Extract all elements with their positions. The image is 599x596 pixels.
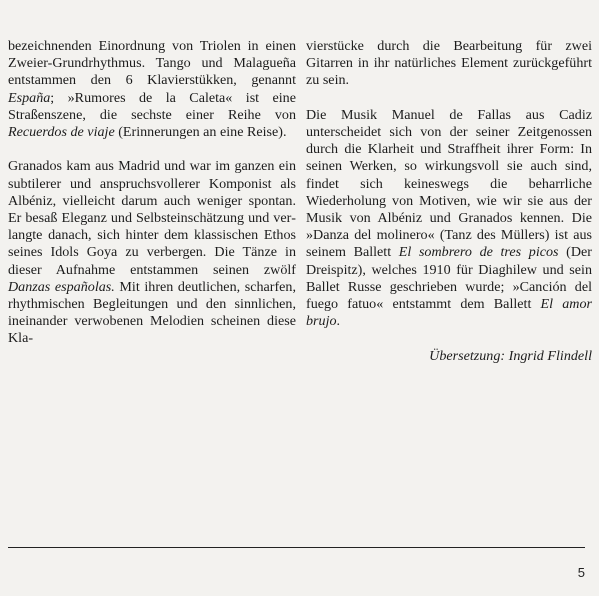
- paragraph-falla: [306, 107, 592, 331]
- translator-credit: Übersetzung: Ingrid Flindell: [429, 347, 592, 364]
- paragraph-triolen: [8, 38, 296, 141]
- text-run: Mit ihren deutlichen, scharfen, rhythmischen Begleitungen und den sinnlichen, ineinander verwobenen Melodien scheinen diese Kla-: [8, 278, 296, 347]
- text-run: Granados kam aus Madrid und war im ganzen ein subtilerer und anspruchsvollerer Komponist als Albéniz, vielleicht darum auch weniger spontan. Er besaß Eleganz und Selbsteinschätzung und verlangte danach, sich hinter dem klassischen Ethos seines Idols Goya zu verbergen. Die Tänze in dieser Aufnahme entstammen seinen zwölf: [8, 158, 296, 278]
- work-title: El amor brujo: [306, 296, 593, 330]
- right-column: [306, 38, 592, 365]
- paragraph-continuation: [306, 38, 592, 90]
- work-title: Danzas españolas.: [8, 278, 115, 295]
- footer-rule: [8, 547, 585, 548]
- text-run: bezeichnenden Einordnung von Triolen in einen Zweier-Grundrhythmus. Tango und Malagueña entstammen den 6 Klavierstükken, genannt: [8, 38, 296, 89]
- text-run: (Der Dreispitz), welches 1910 für Diaghilew und sein Ballet Russe geschrieben wurde; »Canción del fuego fatuo« entstammt dem Ballett: [306, 244, 592, 313]
- paragraph-granados: [8, 158, 296, 347]
- work-title: El sombrero de tres picos: [398, 244, 559, 261]
- text-run: Die Musik Manuel de Fallas aus Cadiz unterscheidet sich von der seiner Zeitgenossen durch die Klarheit und Straffheit ihrer Form: In seinen Werken, so wirkungsvoll sie auch sind, findet sich keineswegs die beharrliche Wiederholung von Motiven, wie wir sie aus der Musik von Albéniz und Granados kennen. Die »Danza del molinero« (Tanz des Müllers) ist aus seinem Ballett: [306, 106, 592, 261]
- work-title: Recuerdos de viaje: [8, 124, 115, 141]
- text-run: ; »Rumores de la Caleta« ist eine Straßenszene, die sechste einer Reihe von: [8, 89, 296, 123]
- text-run: vierstücke durch die Bearbeitung für zwei Gitarren in ihr natürliches Element zurückgeführt zu sein.: [306, 38, 592, 89]
- work-title: España: [8, 89, 51, 106]
- left-column: [8, 38, 296, 348]
- page-number: 5: [577, 565, 585, 580]
- text-run: .: [336, 313, 341, 330]
- text-run: (Erinnerungen an eine Reise).: [114, 124, 287, 141]
